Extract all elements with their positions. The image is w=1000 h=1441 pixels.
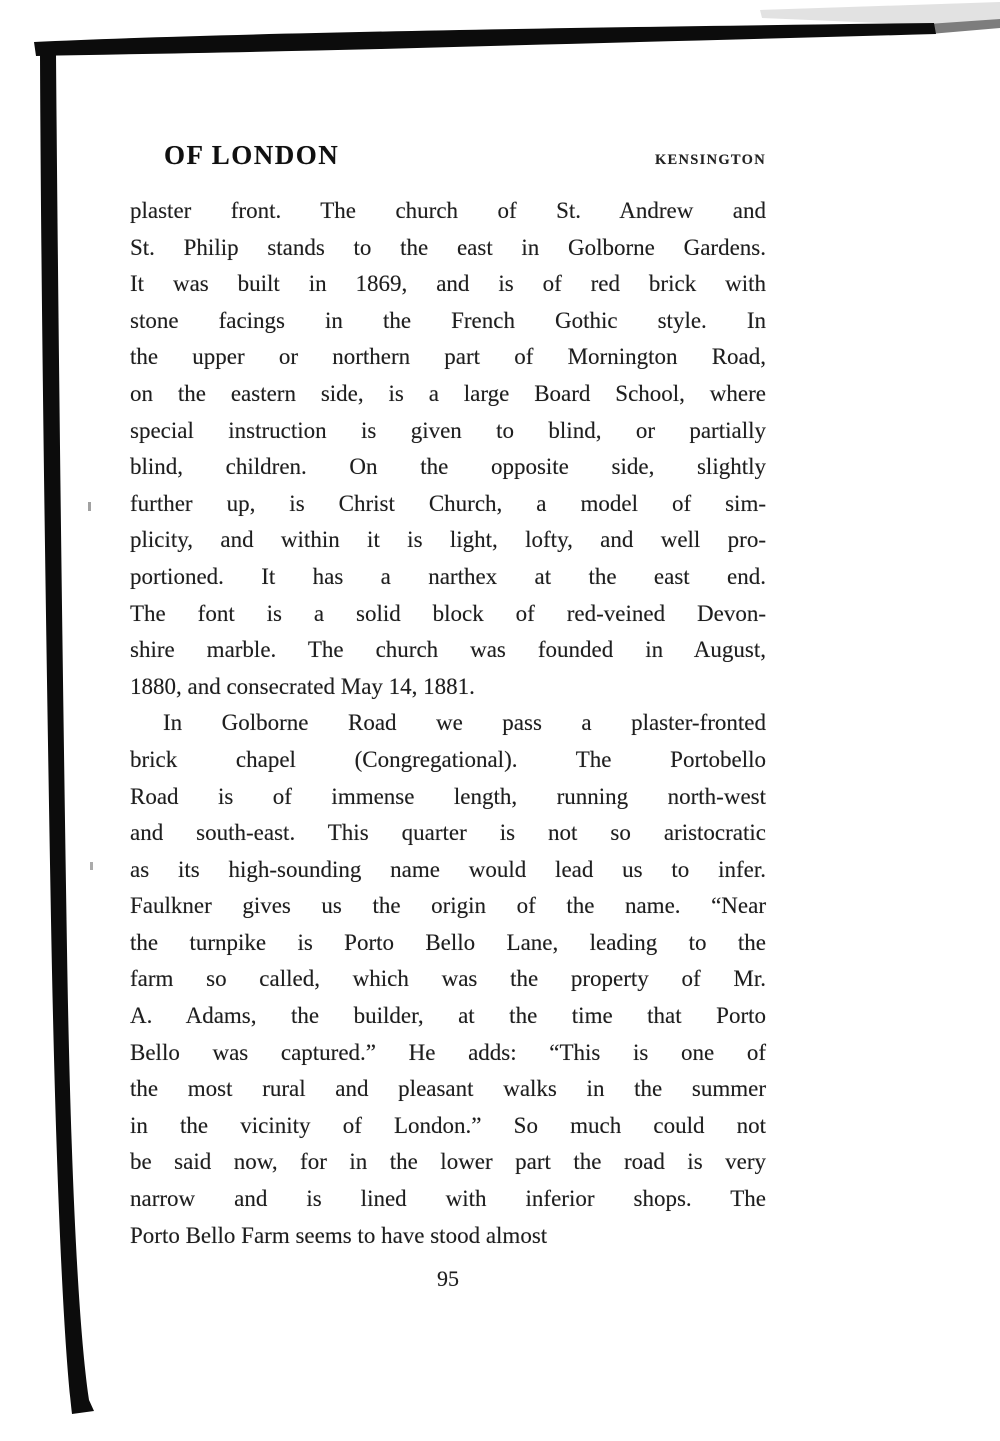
- text-line: the most rural and pleasant walks in the summer: [130, 1076, 766, 1102]
- text-line: brick chapel (Congregational). The Portobello: [130, 746, 766, 772]
- page-number: 95: [437, 1266, 459, 1292]
- text-line: St. Philip stands to the east in Golborne Gardens.: [130, 234, 766, 260]
- text-line: be said now, for in the lower part the road is very: [130, 1149, 766, 1175]
- running-head: KENSINGTON: [654, 152, 766, 168]
- text-line: in the vicinity of London.” So much could not: [130, 1112, 766, 1138]
- text-line: shire marble. The church was founded in August,: [130, 637, 766, 663]
- page-title: OF LONDON: [164, 140, 340, 170]
- text-line: narrow and is lined with inferior shops. The: [130, 1186, 766, 1212]
- text-line: Faulkner gives us the origin of the name. “Near: [130, 893, 766, 919]
- text-line: The font is a solid block of red-veined Devon-: [130, 600, 766, 626]
- text-line: plicity, and within it is light, lofty, and well pro-: [130, 527, 766, 553]
- paragraph: [130, 193, 766, 705]
- text-line: It was built in 1869, and is of red brick with: [130, 271, 766, 297]
- text-line: Porto Bello Farm seems to have stood almost: [130, 1222, 548, 1248]
- text-line: on the eastern side, is a large Board School, where: [130, 380, 766, 406]
- text-line: plaster front. The church of St. Andrew and: [130, 198, 766, 223]
- text-line: farm so called, which was the property of Mr.: [130, 966, 766, 992]
- paragraph: [130, 705, 766, 1254]
- text-line: the turnpike is Porto Bello Lane, leading to the: [130, 929, 766, 955]
- text-line: further up, is Christ Church, a model of sim-: [130, 490, 766, 516]
- text-line: In Golborne Road we pass a plaster-fronted: [163, 710, 766, 736]
- text-line: the upper or northern part of Mornington Road,: [130, 344, 766, 370]
- text-line: Bello was captured.” He adds: “This is one of: [130, 1039, 766, 1065]
- text-line: Road is of immense length, running north-west: [130, 783, 766, 809]
- text-line: A. Adams, the builder, at the time that Porto: [130, 1003, 766, 1029]
- page-header: [130, 140, 766, 171]
- text-line: portioned. It has a narthex at the east end.: [130, 563, 766, 589]
- text-line: as its high-sounding name would lead us to infer.: [130, 856, 766, 882]
- text-line: 1880, and consecrated May 14, 1881.: [130, 673, 475, 699]
- text-line: blind, children. On the opposite side, slightly: [130, 454, 766, 480]
- text-block: [130, 140, 766, 1297]
- text-line: and south-east. This quarter is not so aristocratic: [130, 820, 766, 846]
- text-line: special instruction is given to blind, or partially: [130, 417, 766, 443]
- text-line: stone facings in the French Gothic style. In: [130, 307, 766, 333]
